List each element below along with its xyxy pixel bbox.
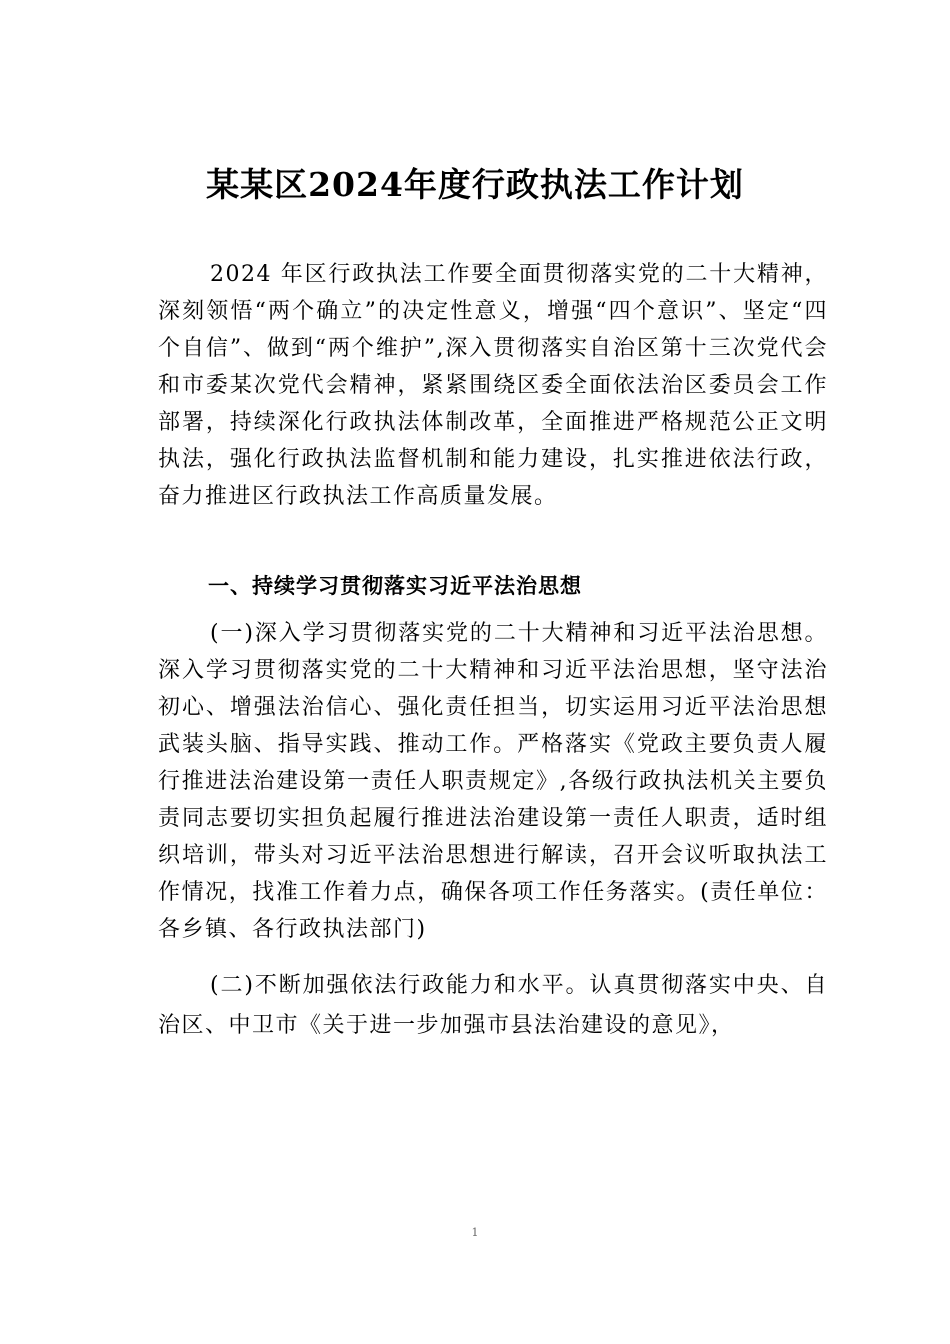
item-1-paragraph: (一)深入学习贯彻落实党的二十大精神和习近平法治思想。深入学习贯彻落实党的二十大精神和习近平法治思想，坚守法治初心、增强法治信心、强化责任担当，切实运用习近平法治思想武装头脑、指导实践、推动工作。严格落实《党政主要负责人履行推进法治建设第一责任人职责规定》,各级行政执法机关主要负责同志要切实担负起履行推进法治建设第一责任人职责，适时组织培训，带头对习近平法治思想进行解读，召开会议听取执法工作情况，找准工作着力点，确保各项工作任务落实。(责任单位：各乡镇、各行政执法部门) (158, 621, 828, 942)
intro-paragraph: 2024 年区行政执法工作要全面贯彻落实党的二十大精神，深刻领悟“两个确立”的决定性意义，增强“四个意识”、坚定“四个自信”、做到“两个维护”,深入贯彻落实自治区第十三次党代会和市委某次党代会精神，紧紧围绕区委全面依法治区委员会工作部署，持续深化行政执法体制改革，全面推进严格规范公正文明执法，强化行政执法监督机制和能力建设，扎实推进依法行政，奋力推进区行政执法工作高质量发展。 (158, 262, 828, 509)
section-heading-1: 一、持续学习贯彻落实习近平法治思想 (208, 574, 582, 598)
item-2-paragraph: (二)不断加强依法行政能力和水平。认真贯彻落实中央、自治区、中卫市《关于进一步加强市县法治建设的意见》， (158, 973, 828, 1038)
page-number: 1 (471, 1226, 479, 1239)
document-title: 某某区2024年度行政执法工作计划 (206, 165, 744, 204)
